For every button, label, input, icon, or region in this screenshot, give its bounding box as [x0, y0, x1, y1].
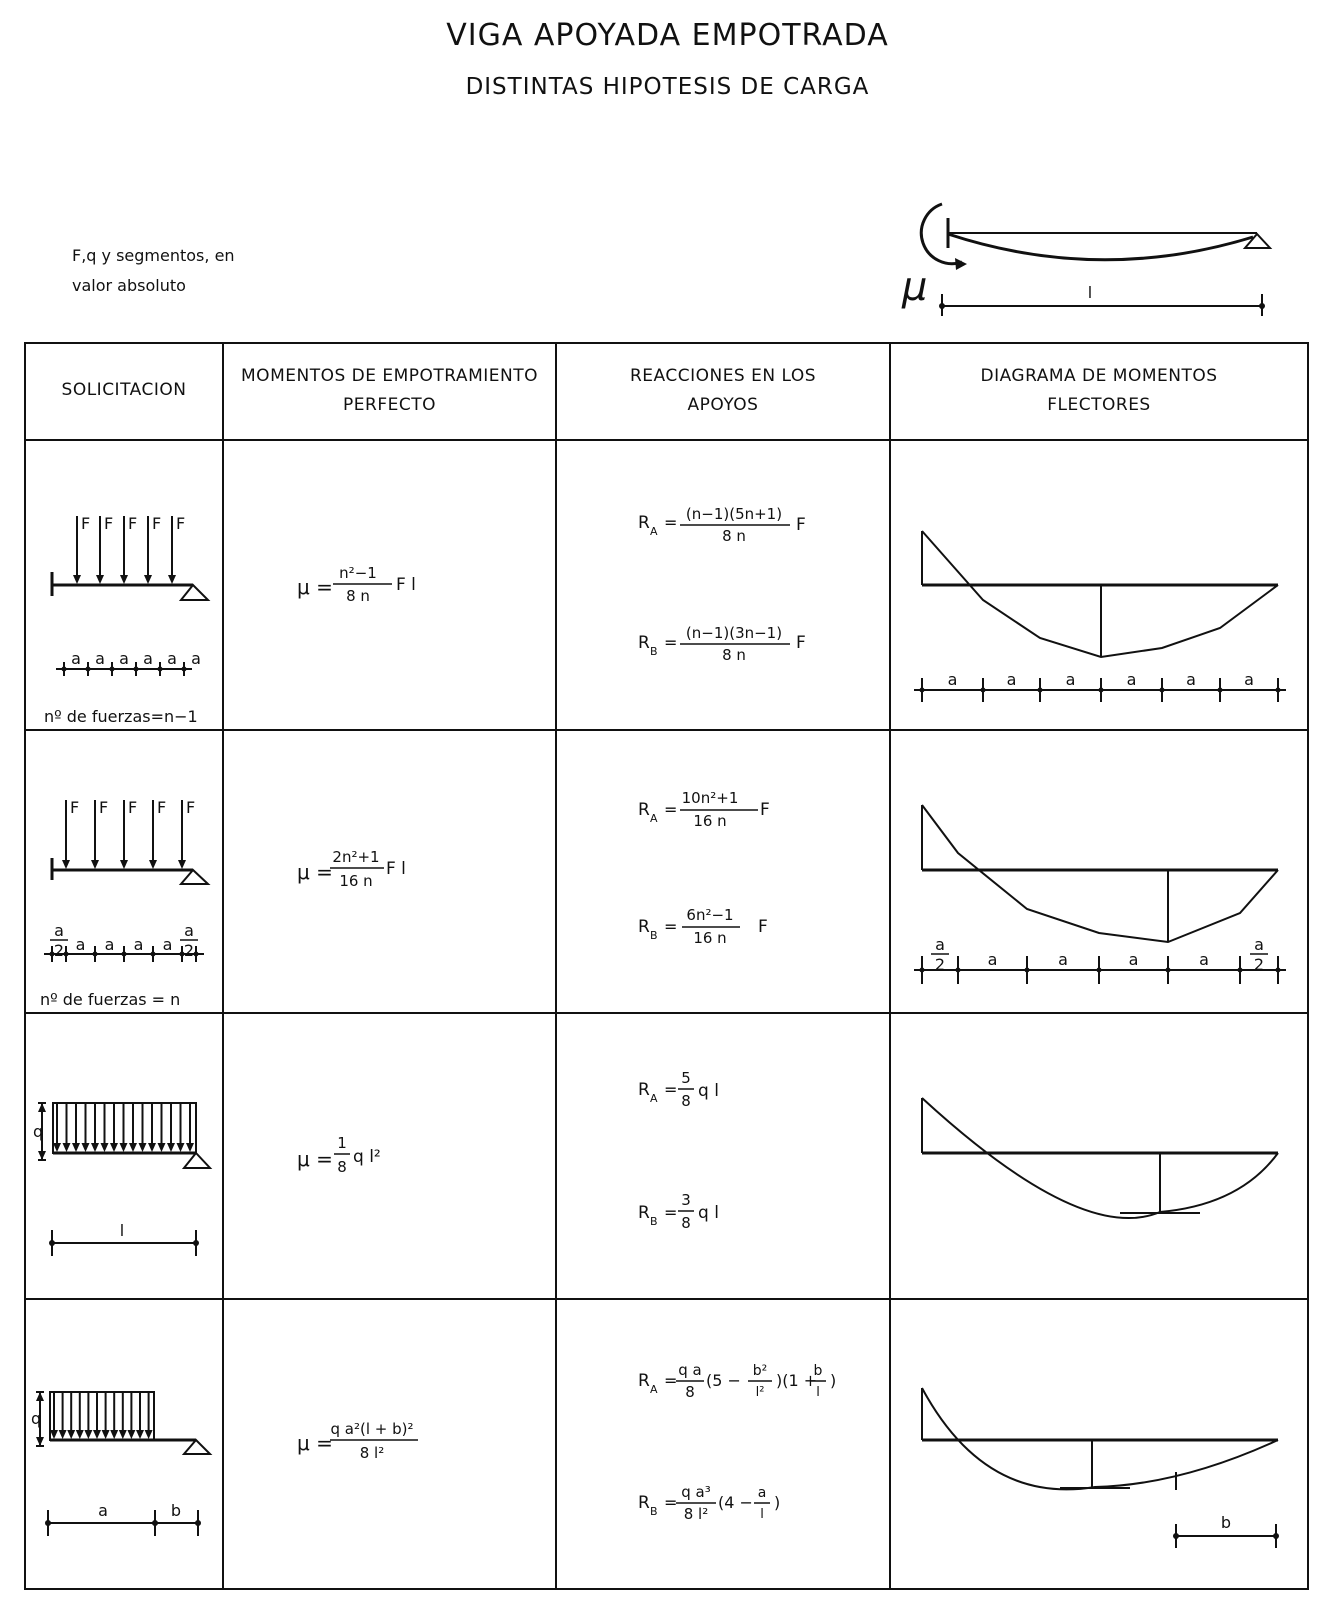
svg-text:=: =: [664, 1371, 678, 1390]
row4-q-label: q: [31, 1409, 42, 1428]
row3-load-arrow-3-head: [82, 1143, 90, 1152]
row4-load-arrow-8-head: [119, 1430, 127, 1439]
row4-mu-formula: [297, 1420, 418, 1462]
svg-text:): ): [830, 1371, 837, 1390]
header-solicitacion: SOLICITACION: [61, 380, 187, 400]
row4-load-arrow-3-head: [76, 1430, 84, 1439]
row1-force-3-head: [144, 575, 152, 584]
row3-q-label: q: [33, 1122, 44, 1141]
row3-mu-formula: [297, 1134, 381, 1176]
svg-text:q a²(l + b)²: q a²(l + b)²: [330, 1420, 414, 1438]
header-diagrama-line2: FLECTORES: [1047, 395, 1151, 415]
svg-text:F l: F l: [396, 575, 416, 595]
svg-text:(n−1)(3n−1): (n−1)(3n−1): [685, 624, 783, 642]
svg-text:F: F: [758, 917, 768, 937]
row2-force-label-2: F: [128, 798, 138, 817]
page-title: VIGA APOYADA EMPOTRADA: [446, 18, 889, 53]
row2-mdim-a-3: a: [1128, 950, 1139, 969]
row4-load-arrow-11-head: [145, 1430, 153, 1439]
svg-text:l: l: [760, 1507, 764, 1522]
header-reacciones-line2: APOYOS: [687, 395, 759, 415]
svg-text:F: F: [796, 515, 806, 535]
row1-mdim-a-2: a: [1065, 670, 1076, 689]
row3-load-arrow-12-head: [167, 1143, 175, 1152]
row3-rb-formula: [638, 1191, 719, 1232]
row1-mdim-dot-0: [920, 688, 925, 693]
svg-text:B: B: [650, 929, 658, 942]
note-line-1: F,q y segmentos, en: [72, 246, 235, 265]
row1-mdim-dot-2: [1038, 688, 1043, 693]
row1-rb-formula: [638, 624, 806, 664]
row4-load-diagram: [31, 1392, 210, 1536]
row3-load-arrow-14-head: [186, 1143, 194, 1152]
svg-text:=: =: [664, 513, 678, 532]
svg-text:16 n: 16 n: [693, 812, 727, 830]
svg-text:A: A: [650, 1092, 658, 1105]
svg-text:3: 3: [681, 1191, 691, 1209]
svg-text:=: =: [664, 1203, 678, 1222]
svg-text:b²: b²: [752, 1363, 768, 1379]
svg-text:R: R: [638, 917, 650, 937]
row2-moment-diagram: [914, 805, 1286, 984]
row2-load-note: nº de fuerzas = n: [40, 990, 181, 1009]
row2-mdim-half-right-den: 2: [1253, 955, 1265, 974]
row1-force-label-1: F: [104, 514, 114, 533]
row1-dim-dot-2: [110, 667, 115, 672]
row3-moment-diagram: [922, 1098, 1278, 1218]
svg-text:16 n: 16 n: [693, 929, 727, 947]
svg-text:F: F: [796, 633, 806, 653]
svg-text:R: R: [638, 633, 650, 653]
row2-dim-dot-4: [151, 952, 156, 957]
row1-mdim-dot-5: [1218, 688, 1223, 693]
row1-mdim-dot-1: [981, 688, 986, 693]
header-momentos: [223, 362, 556, 420]
row1-mu-formula: [297, 564, 416, 605]
row2-mdim-dot-2: [1025, 968, 1030, 973]
svg-text:R: R: [638, 800, 650, 820]
svg-text:B: B: [650, 1215, 658, 1228]
row4-load-arrow-10-head: [136, 1430, 144, 1439]
row2-ra-formula: [638, 789, 770, 830]
row3-load-diagram: [33, 1103, 210, 1256]
row3-load-arrow-8-head: [129, 1143, 137, 1152]
row3-load-arrow-11-head: [158, 1143, 166, 1152]
reference-span-label: l: [1087, 283, 1093, 302]
svg-text:8 n: 8 n: [722, 527, 746, 545]
svg-text:(4 −: (4 −: [718, 1493, 753, 1512]
row2-force-label-3: F: [157, 798, 167, 817]
svg-text:l²: l²: [755, 1385, 765, 1400]
svg-text:16 n: 16 n: [339, 872, 373, 890]
row1-force-label-4: F: [176, 514, 186, 533]
svg-text:q a: q a: [678, 1361, 702, 1379]
row2-mdim-dot-1: [956, 968, 961, 973]
svg-text:μ =: μ =: [297, 860, 333, 884]
svg-text:=: =: [664, 917, 678, 936]
row2-force-4-head: [178, 860, 186, 869]
svg-text:F: F: [760, 800, 770, 820]
row1-mdim-dot-3: [1099, 688, 1104, 693]
row1-force-0-head: [73, 575, 81, 584]
svg-text:1: 1: [337, 1134, 347, 1152]
row1-mdim-dot-6: [1276, 688, 1281, 693]
svg-text:R: R: [638, 1080, 650, 1100]
svg-text:=: =: [664, 633, 678, 652]
row2-dim-half-right-den: 2: [183, 941, 195, 960]
row1-mdim-a-3: a: [1126, 670, 1137, 689]
row2-dim-half-left-den: 2: [53, 941, 65, 960]
row1-dim-a-3: a: [143, 649, 153, 668]
row3-load-arrow-10-head: [148, 1143, 156, 1152]
svg-text:6n²−1: 6n²−1: [686, 906, 734, 924]
row4-moment-b-label: b: [1220, 1513, 1232, 1532]
svg-text:A: A: [650, 1383, 658, 1396]
row2-dim-half-left-num: a: [54, 921, 64, 940]
row2-force-label-1: F: [99, 798, 109, 817]
svg-text:a: a: [757, 1485, 767, 1501]
row4-load-arrow-0-head: [50, 1430, 58, 1439]
svg-text:l: l: [816, 1385, 820, 1400]
svg-text:A: A: [650, 812, 658, 825]
reference-beam: [901, 204, 1270, 316]
row4-rb-formula: [638, 1483, 780, 1523]
header-momentos-line1: MOMENTOS DE EMPOTRAMIENTO: [241, 366, 538, 386]
row2-load-diagram: [44, 798, 208, 962]
page-subtitle: DISTINTAS HIPOTESIS DE CARGA: [465, 74, 870, 100]
svg-text:8: 8: [337, 1158, 347, 1176]
row1-dim-dot-4: [158, 667, 163, 672]
row3-load-arrow-6-head: [110, 1143, 118, 1152]
row1-load-note: nº de fuerzas=n−1: [44, 707, 198, 726]
row2-mdim-half-left-num: a: [935, 935, 945, 954]
row4-load-arrow-5-head: [93, 1430, 101, 1439]
row1-dim-dot-1: [86, 667, 91, 672]
row1-force-2-head: [120, 575, 128, 584]
row1-mdim-a-5: a: [1244, 670, 1254, 689]
row1-force-label-0: F: [81, 514, 91, 533]
row1-dim-a-0: a: [71, 649, 81, 668]
row1-mdim-a-4: a: [1186, 670, 1196, 689]
header-diagrama: [890, 362, 1308, 420]
row2-mdim-a-4: a: [1199, 950, 1209, 969]
svg-text:R: R: [638, 513, 650, 533]
row2-mdim-dot-5: [1238, 968, 1243, 973]
row2-dim-a-1: a: [75, 935, 86, 954]
row3-load-arrow-0-head: [53, 1143, 61, 1152]
row4-load-arrow-1-head: [59, 1430, 67, 1439]
row2-dim-half-right-num: a: [184, 921, 194, 940]
row1-dim-dot-0: [62, 667, 67, 672]
header-reacciones: [556, 362, 890, 420]
header-diagrama-line1: DIAGRAMA DE MOMENTOS: [980, 366, 1218, 386]
svg-text:q l²: q l²: [353, 1147, 381, 1167]
row2-mdim-dot-6: [1276, 968, 1281, 973]
row1-dim-a-2: a: [119, 649, 129, 668]
row1-dim-dot-3: [134, 667, 139, 672]
svg-text:8: 8: [681, 1092, 691, 1110]
svg-text:R: R: [638, 1371, 650, 1391]
row3-span-label: l: [119, 1221, 125, 1240]
row2-dim-a-2: a: [104, 935, 115, 954]
header-momentos-line2: PERFECTO: [343, 395, 436, 415]
svg-text:=: =: [664, 800, 678, 819]
row2-force-label-0: F: [70, 798, 80, 817]
header-reacciones-line1: REACCIONES EN LOS: [629, 366, 817, 386]
row2-mdim-dot-4: [1166, 968, 1171, 973]
row1-dim-dot-5: [182, 667, 187, 672]
svg-text:B: B: [650, 645, 658, 658]
row1-mdim-a-1: a: [1006, 670, 1017, 689]
row2-mdim-a-1: a: [987, 950, 998, 969]
row3-load-arrow-5-head: [101, 1143, 109, 1152]
row4-load-arrow-7-head: [110, 1430, 118, 1439]
svg-text:R: R: [638, 1493, 650, 1513]
row4-moment-diagram: [922, 1388, 1279, 1548]
svg-text:8: 8: [681, 1214, 691, 1232]
row3-load-arrow-13-head: [177, 1143, 185, 1152]
row2-dim-a-3: a: [133, 935, 144, 954]
svg-text:8 n: 8 n: [722, 646, 746, 664]
note-line-2: valor absoluto: [72, 276, 186, 295]
row2-mdim-a-2: a: [1058, 950, 1068, 969]
row1-force-1-head: [96, 575, 104, 584]
svg-text:q a³: q a³: [681, 1483, 711, 1501]
row2-mdim-dot-0: [920, 968, 925, 973]
row2-mdim-half-right-num: a: [1254, 935, 1264, 954]
row3-load-arrow-1-head: [63, 1143, 71, 1152]
row4-load-arrow-4-head: [84, 1430, 92, 1439]
row2-force-3-head: [149, 860, 157, 869]
reference-moment-symbol: μ: [902, 264, 928, 310]
row2-dim-dot-6: [194, 952, 199, 957]
row2-dim-dot-1: [64, 952, 69, 957]
row2-rb-formula: [638, 906, 768, 947]
row2-mu-formula: [297, 848, 406, 890]
svg-text:)(1 +: )(1 +: [776, 1371, 818, 1390]
svg-text:q l: q l: [698, 1081, 719, 1101]
row1-force-label-2: F: [128, 514, 138, 533]
svg-text:10n²+1: 10n²+1: [681, 789, 739, 807]
svg-text:μ =: μ =: [297, 1431, 333, 1455]
row4-load-arrow-9-head: [127, 1430, 135, 1439]
svg-text:q l: q l: [698, 1203, 719, 1223]
svg-text:R: R: [638, 1203, 650, 1223]
row4-ra-formula: [638, 1361, 836, 1401]
svg-text:F l: F l: [386, 859, 406, 879]
row4-a-label: a: [98, 1501, 108, 1520]
row1-ra-formula: [638, 505, 806, 545]
svg-text:(n−1)(5n+1): (n−1)(5n+1): [685, 505, 783, 523]
row3-load-arrow-9-head: [139, 1143, 147, 1152]
svg-text:b: b: [813, 1363, 823, 1379]
svg-text:=: =: [664, 1080, 678, 1099]
row2-force-0-head: [62, 860, 70, 869]
svg-text:5: 5: [681, 1069, 691, 1087]
svg-text:2n²+1: 2n²+1: [332, 848, 380, 866]
row1-dim-a-5: a: [191, 649, 201, 668]
row3-load-arrow-4-head: [91, 1143, 99, 1152]
row4-load-arrow-6-head: [102, 1430, 110, 1439]
row3-load-arrow-7-head: [120, 1143, 128, 1152]
row1-dim-a-1: a: [95, 649, 105, 668]
svg-text:8 l²: 8 l²: [359, 1444, 385, 1462]
row1-load-diagram: [52, 514, 208, 676]
svg-text:8: 8: [685, 1383, 695, 1401]
svg-text:μ =: μ =: [297, 575, 333, 599]
svg-text:A: A: [650, 525, 658, 538]
row1-mdim-a-0: a: [947, 670, 958, 689]
row1-moment-diagram: [914, 531, 1286, 702]
svg-text:B: B: [650, 1505, 658, 1518]
svg-text:μ =: μ =: [297, 1147, 333, 1171]
row2-mdim-half-left-den: 2: [934, 955, 946, 974]
row1-force-4-head: [168, 575, 176, 584]
row2-force-label-4: F: [186, 798, 196, 817]
row2-force-1-head: [91, 860, 99, 869]
row1-dim-a-4: a: [167, 649, 177, 668]
row4-load-arrow-2-head: [67, 1430, 75, 1439]
svg-text:): ): [774, 1493, 781, 1512]
row2-mdim-dot-3: [1097, 968, 1102, 973]
row4-b-label: b: [170, 1501, 182, 1520]
row2-force-2-head: [120, 860, 128, 869]
svg-text:(5 −: (5 −: [706, 1371, 741, 1390]
row2-dim-dot-2: [93, 952, 98, 957]
svg-text:8 l²: 8 l²: [683, 1505, 709, 1523]
row1-force-label-3: F: [152, 514, 162, 533]
svg-text:n²−1: n²−1: [339, 564, 377, 582]
row2-dim-dot-3: [122, 952, 127, 957]
row3-load-arrow-2-head: [72, 1143, 80, 1152]
row2-dim-a-4: a: [162, 935, 173, 954]
svg-text:=: =: [664, 1493, 678, 1512]
svg-text:8 n: 8 n: [346, 587, 370, 605]
row1-mdim-dot-4: [1160, 688, 1165, 693]
row3-ra-formula: [638, 1069, 719, 1110]
